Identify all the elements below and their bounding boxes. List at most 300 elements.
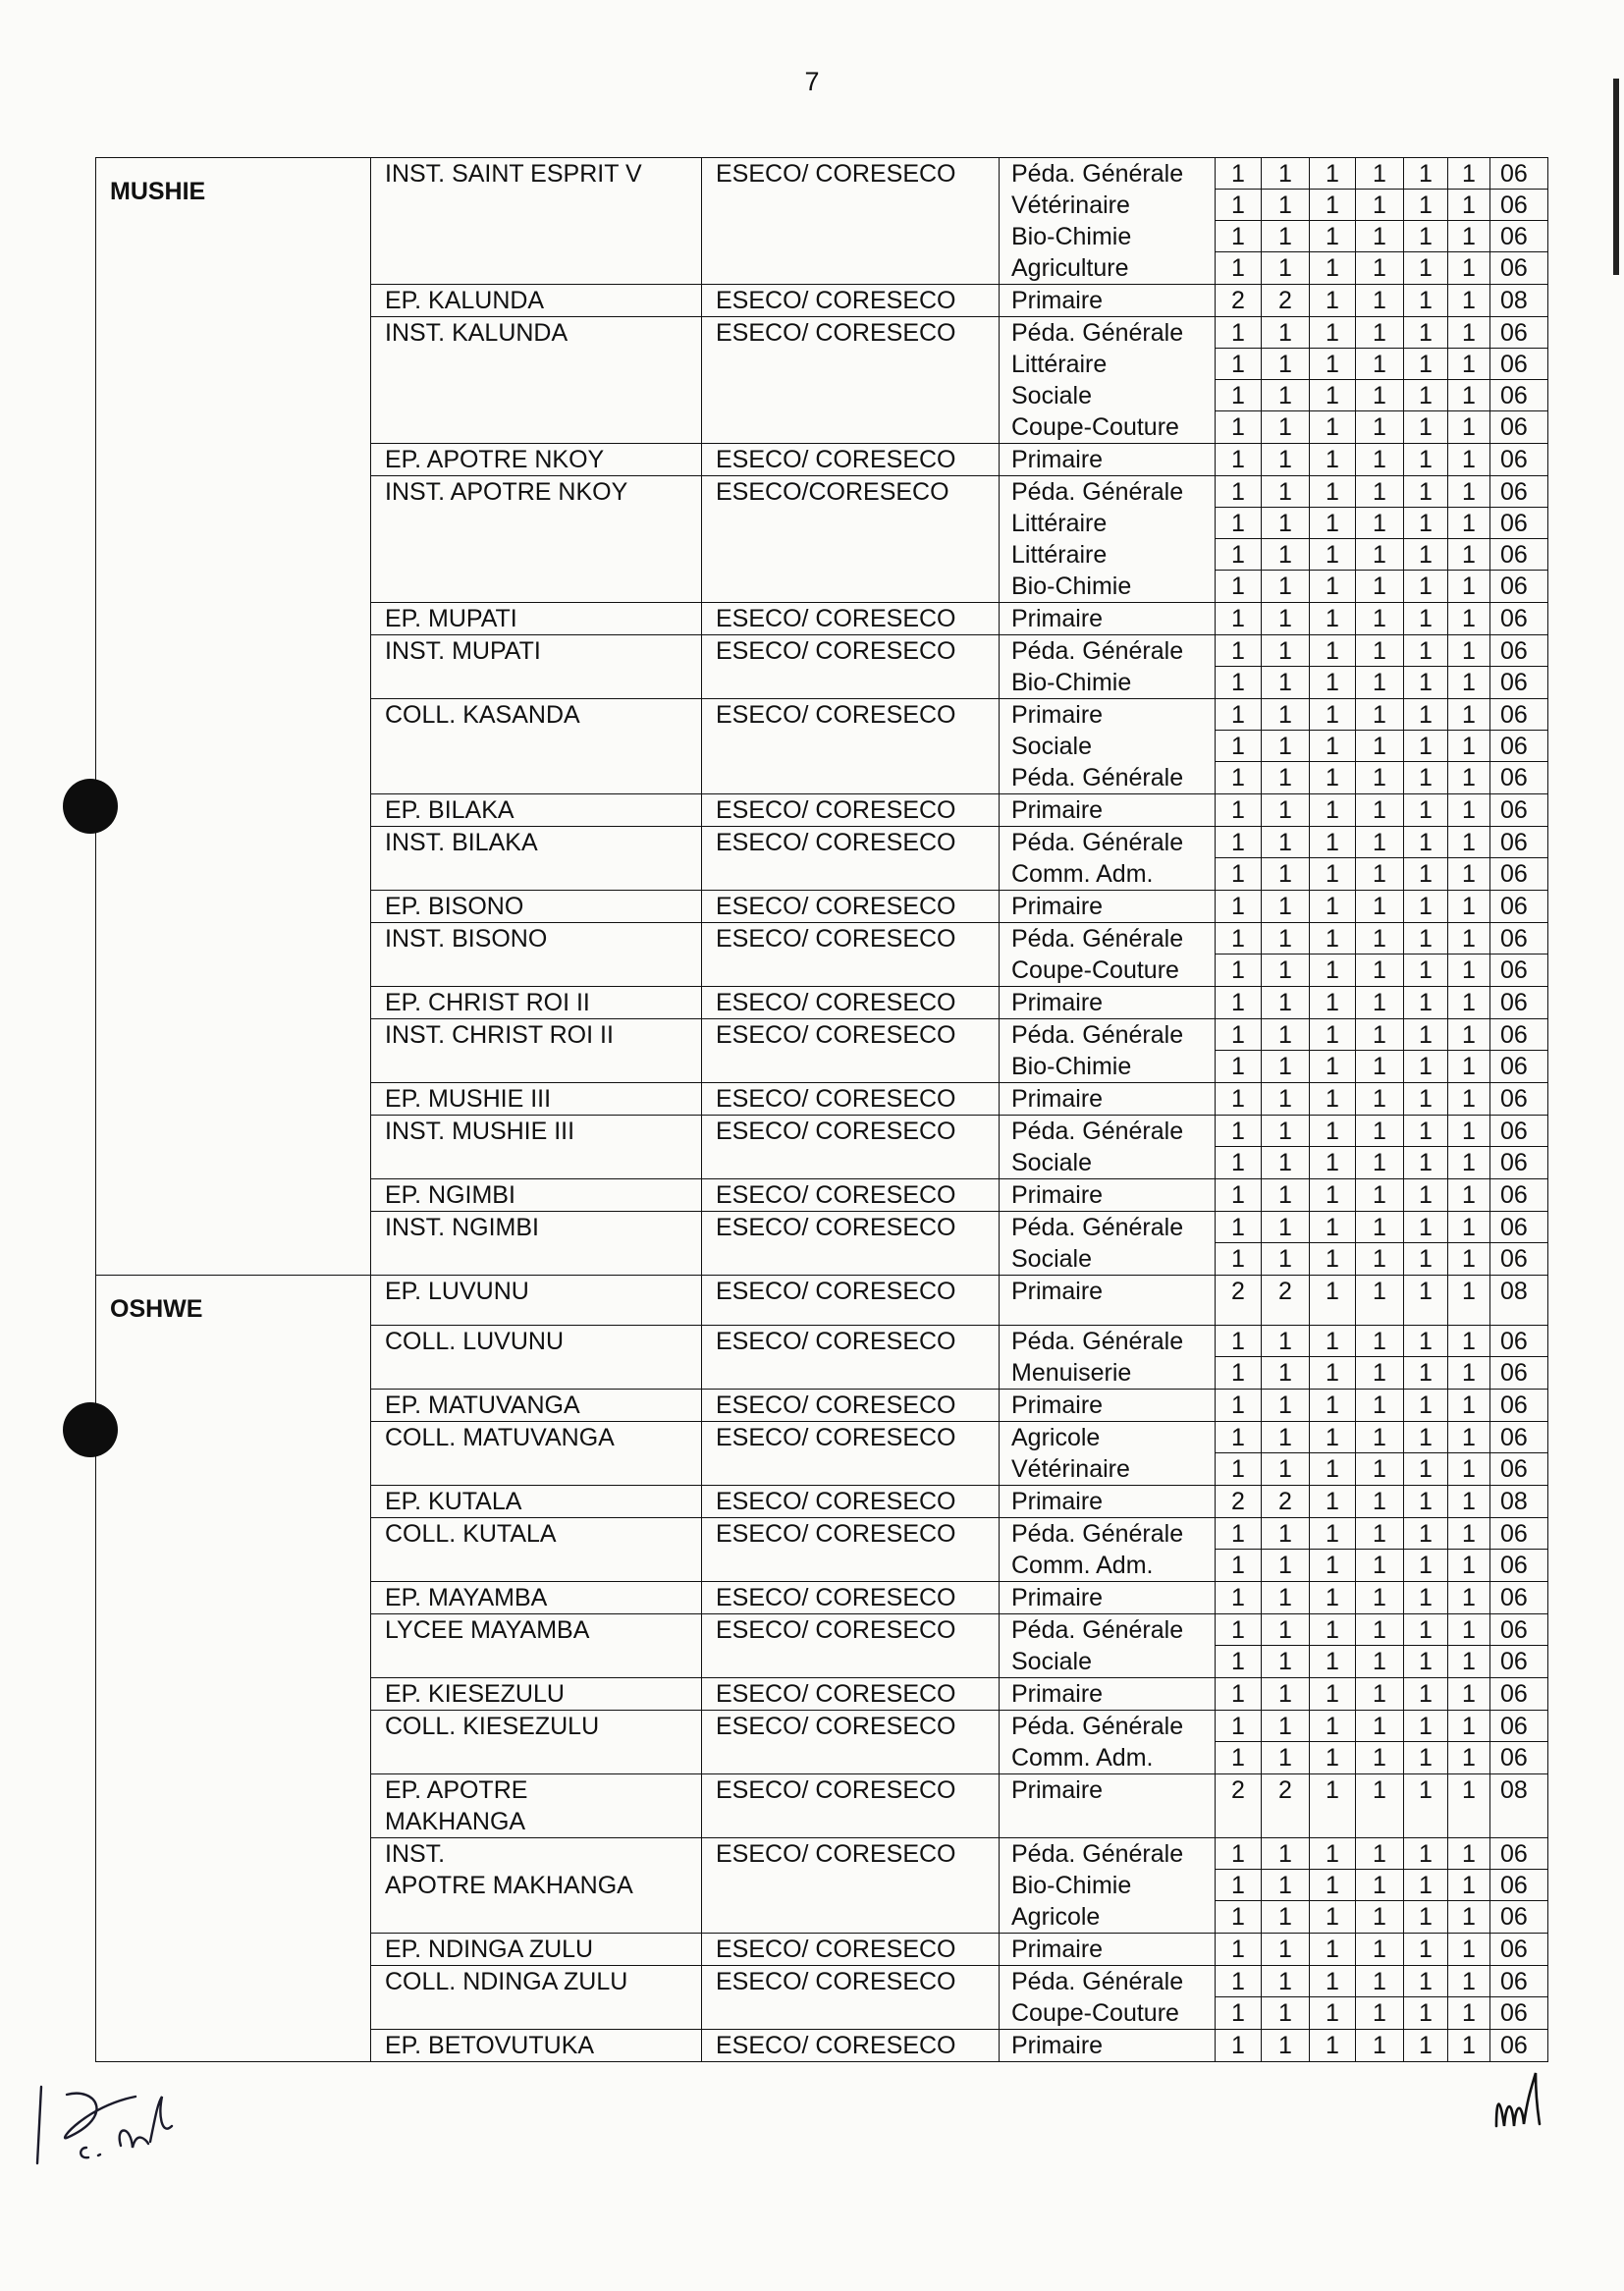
total-value: 06 — [1490, 635, 1547, 667]
total-cell — [1490, 1581, 1548, 1613]
total-cell — [1490, 1421, 1548, 1485]
count-cell — [1262, 444, 1310, 476]
school-type — [702, 158, 1000, 285]
count-value: 1 — [1373, 956, 1386, 984]
count-cell — [1262, 1677, 1310, 1710]
territory-cell — [96, 923, 371, 987]
count-cell — [1262, 1083, 1310, 1116]
count-cell — [1404, 1083, 1448, 1116]
count-value: 1 — [1310, 635, 1355, 667]
territory-cell — [96, 1389, 371, 1421]
count-cell — [1356, 635, 1404, 699]
count-value: 1 — [1373, 1358, 1386, 1387]
count-value: 1 — [1310, 1838, 1355, 1870]
school-name — [371, 1116, 702, 1179]
option-cell — [1000, 1083, 1216, 1116]
count-value: 1 — [1373, 605, 1386, 632]
option-cell — [1000, 1677, 1216, 1710]
count-value: 1 — [1231, 1053, 1245, 1080]
count-value: 1 — [1278, 796, 1292, 824]
territory-cell — [96, 1212, 371, 1276]
total-value: 06 — [1490, 1966, 1547, 1997]
count-value: 1 — [1231, 1358, 1245, 1387]
count-cell — [1310, 2029, 1356, 2061]
count-value: 1 — [1356, 476, 1403, 508]
option-name: Péda. Générale — [1011, 1214, 1184, 1241]
school-type-text: ESECO/ CORESECO — [716, 1021, 956, 1049]
count-cell — [1216, 1773, 1262, 1837]
option-name: Sociale — [1011, 733, 1092, 760]
school-row — [96, 2029, 1548, 2061]
count-value: 1 — [1404, 1116, 1447, 1147]
count-value: 1 — [1216, 508, 1261, 539]
option-name: Primaire — [1011, 796, 1104, 824]
count-value: 1 — [1356, 221, 1403, 252]
option-cell — [1000, 987, 1216, 1019]
option-cell — [1000, 1773, 1216, 1837]
count-cell — [1262, 827, 1310, 891]
count-value: 1 — [1216, 317, 1261, 349]
total-value: 06 — [1500, 1679, 1528, 1708]
count-cell — [1448, 891, 1490, 923]
total-value: 06 — [1490, 1711, 1547, 1742]
count-value: 1 — [1278, 1935, 1292, 1963]
count-value: 2 — [1278, 1775, 1292, 1804]
count-cell — [1448, 1421, 1490, 1485]
count-value: 1 — [1356, 731, 1403, 762]
count-value: 1 — [1231, 893, 1245, 920]
total-value: 08 — [1500, 287, 1528, 314]
count-value: 1 — [1310, 1116, 1355, 1147]
school-type — [702, 1485, 1000, 1517]
count-value: 1 — [1278, 1149, 1292, 1176]
count-value: 1 — [1278, 573, 1292, 600]
count-value: 1 — [1373, 669, 1386, 696]
count-value: 1 — [1373, 860, 1386, 888]
count-cell — [1404, 1325, 1448, 1389]
count-value: 1 — [1326, 1278, 1339, 1305]
total-value: 06 — [1490, 221, 1547, 252]
count-cell — [1448, 1179, 1490, 1212]
count-value: 1 — [1419, 413, 1433, 441]
table-body — [96, 158, 1548, 2062]
count-value: 1 — [1231, 1679, 1245, 1708]
total-value: 06 — [1490, 317, 1547, 349]
school-type — [702, 1421, 1000, 1485]
school-name — [371, 891, 702, 923]
count-cell — [1310, 923, 1356, 987]
total-cell — [1490, 1837, 1548, 1933]
total-value: 06 — [1490, 1212, 1547, 1243]
total-cell — [1490, 987, 1548, 1019]
total-value: 08 — [1500, 1487, 1528, 1515]
count-cell — [1262, 987, 1310, 1019]
signature-right — [1490, 2067, 1559, 2136]
territory-cell — [96, 158, 371, 285]
count-value: 2 — [1278, 287, 1292, 314]
territory-cell — [96, 699, 371, 794]
count-value: 1 — [1448, 699, 1489, 731]
count-value: 1 — [1448, 1711, 1489, 1742]
count-cell — [1216, 1389, 1262, 1421]
count-value: 1 — [1404, 190, 1447, 221]
count-value: 1 — [1326, 764, 1339, 791]
territory-cell — [96, 603, 371, 635]
school-type — [702, 1613, 1000, 1677]
count-value: 1 — [1373, 1935, 1386, 1963]
count-cell — [1216, 2029, 1262, 2061]
school-row — [96, 1116, 1548, 1179]
count-value: 1 — [1231, 1181, 1245, 1209]
count-value: 1 — [1419, 1358, 1433, 1387]
count-value: 1 — [1462, 796, 1476, 824]
count-value: 1 — [1310, 1870, 1355, 1901]
school-name — [371, 1019, 702, 1083]
school-type — [702, 635, 1000, 699]
option-cell — [1000, 699, 1216, 794]
count-cell — [1404, 987, 1448, 1019]
count-cell — [1216, 891, 1262, 923]
count-cell — [1404, 1965, 1448, 2029]
school-type-text: ESECO/ CORESECO — [716, 1487, 956, 1515]
count-value: 1 — [1404, 539, 1447, 571]
count-cell — [1216, 635, 1262, 699]
total-cell — [1490, 1325, 1548, 1389]
count-cell — [1356, 1276, 1404, 1326]
count-value: 2 — [1278, 1487, 1292, 1515]
count-value: 1 — [1262, 699, 1309, 731]
count-cell — [1216, 1581, 1262, 1613]
count-value: 1 — [1356, 508, 1403, 539]
count-cell — [1404, 1421, 1448, 1485]
count-value: 1 — [1278, 1085, 1292, 1113]
count-value: 1 — [1231, 764, 1245, 791]
total-cell — [1490, 1083, 1548, 1116]
school-type-text: ESECO/ CORESECO — [716, 1423, 956, 1451]
option-cell — [1000, 1485, 1216, 1517]
count-value: 1 — [1231, 1583, 1245, 1611]
total-cell — [1490, 603, 1548, 635]
school-type — [702, 1710, 1000, 1773]
count-cell — [1216, 476, 1262, 603]
count-value: 1 — [1262, 1019, 1309, 1051]
count-value: 1 — [1278, 764, 1292, 791]
school-name-line: COLL. KUTALA — [385, 1519, 557, 1548]
total-value: 06 — [1500, 989, 1528, 1016]
school-name — [371, 603, 702, 635]
count-value: 1 — [1419, 796, 1433, 824]
option-name: Menuiserie — [1011, 1358, 1132, 1387]
count-value: 2 — [1231, 287, 1245, 314]
count-value: 1 — [1356, 1116, 1403, 1147]
count-value: 1 — [1448, 827, 1489, 858]
count-value: 1 — [1278, 1583, 1292, 1611]
school-name-line: COLL. NDINGA ZULU — [385, 1967, 628, 1995]
count-cell — [1310, 285, 1356, 317]
school-name-line: APOTRE MAKHANGA — [385, 1871, 633, 1899]
count-cell — [1216, 1421, 1262, 1485]
count-cell — [1404, 2029, 1448, 2061]
school-row — [96, 1276, 1548, 1326]
count-value: 1 — [1373, 764, 1386, 791]
total-value: 06 — [1490, 508, 1547, 539]
count-cell — [1356, 1116, 1404, 1179]
count-cell — [1404, 794, 1448, 827]
total-value: 06 — [1500, 1149, 1528, 1176]
count-value: 1 — [1404, 1870, 1447, 1901]
school-row — [96, 285, 1548, 317]
count-value: 1 — [1373, 1454, 1386, 1483]
count-cell — [1310, 827, 1356, 891]
school-name — [371, 794, 702, 827]
school-name-line: EP. KIESEZULU — [385, 1679, 565, 1708]
school-type-text: ESECO/ CORESECO — [716, 1278, 956, 1305]
school-row — [96, 1677, 1548, 1710]
count-value: 1 — [1231, 1998, 1245, 2027]
count-value: 1 — [1419, 1679, 1433, 1708]
count-cell — [1356, 1710, 1404, 1773]
count-cell — [1216, 1019, 1262, 1083]
count-cell — [1216, 1116, 1262, 1179]
count-cell — [1404, 1773, 1448, 1837]
count-cell — [1216, 1677, 1262, 1710]
school-name — [371, 1581, 702, 1613]
count-cell — [1262, 1773, 1310, 1837]
option-name: Comm. Adm. — [1011, 860, 1154, 888]
count-value: 1 — [1356, 1212, 1403, 1243]
count-value: 1 — [1373, 1391, 1386, 1419]
count-value: 1 — [1326, 1775, 1339, 1804]
count-value: 1 — [1278, 893, 1292, 920]
count-cell — [1310, 1517, 1356, 1581]
count-value: 1 — [1373, 1149, 1386, 1176]
total-value: 08 — [1500, 1278, 1528, 1305]
count-value: 1 — [1216, 827, 1261, 858]
count-cell — [1310, 158, 1356, 285]
count-value: 1 — [1326, 796, 1339, 824]
option-name: Primaire — [1011, 1487, 1104, 1515]
count-value: 1 — [1373, 1278, 1386, 1305]
count-value: 1 — [1462, 413, 1476, 441]
binder-hole — [63, 779, 118, 834]
count-cell — [1262, 1965, 1310, 2029]
total-cell — [1490, 1019, 1548, 1083]
count-value: 1 — [1448, 635, 1489, 667]
count-value: 1 — [1216, 1838, 1261, 1870]
count-value: 1 — [1373, 2031, 1386, 2059]
count-cell — [1448, 923, 1490, 987]
option-name: Agricole — [1011, 1902, 1101, 1931]
count-value: 1 — [1231, 1454, 1245, 1483]
count-value: 1 — [1326, 573, 1339, 600]
count-value: 1 — [1262, 1838, 1309, 1870]
count-value: 1 — [1216, 1422, 1261, 1453]
count-cell — [1216, 1837, 1262, 1933]
count-value: 1 — [1462, 1149, 1476, 1176]
count-value: 1 — [1262, 1116, 1309, 1147]
count-value: 1 — [1326, 1358, 1339, 1387]
school-row — [96, 923, 1548, 987]
school-type — [702, 603, 1000, 635]
count-value: 1 — [1373, 287, 1386, 314]
count-cell — [1404, 1677, 1448, 1710]
count-value: 1 — [1462, 1358, 1476, 1387]
option-cell — [1000, 444, 1216, 476]
option-name: Péda. Générale — [1011, 160, 1184, 188]
count-value: 1 — [1404, 158, 1447, 190]
school-row — [96, 1965, 1548, 2029]
school-type — [702, 1837, 1000, 1933]
school-name-line: EP. MAYAMBA — [385, 1583, 548, 1611]
count-value: 1 — [1419, 860, 1433, 888]
count-cell — [1310, 1837, 1356, 1933]
count-cell — [1356, 1083, 1404, 1116]
count-value: 1 — [1310, 731, 1355, 762]
total-cell — [1490, 444, 1548, 476]
option-name: Coupe-Couture — [1011, 956, 1179, 984]
school-name-line: COLL. KIESEZULU — [385, 1712, 600, 1740]
school-type — [702, 699, 1000, 794]
count-cell — [1310, 1710, 1356, 1773]
count-value: 1 — [1216, 1870, 1261, 1901]
count-value: 1 — [1462, 1998, 1476, 2027]
territory-cell — [96, 476, 371, 603]
school-type — [702, 891, 1000, 923]
option-name: Primaire — [1011, 1583, 1104, 1611]
count-value: 1 — [1419, 764, 1433, 791]
total-cell — [1490, 317, 1548, 444]
count-cell — [1404, 1179, 1448, 1212]
school-name — [371, 158, 702, 285]
count-value: 1 — [1326, 669, 1339, 696]
total-value: 06 — [1500, 605, 1528, 632]
school-type — [702, 317, 1000, 444]
option-cell — [1000, 1019, 1216, 1083]
school-name-line: INST. MUPATI — [385, 637, 541, 665]
count-value: 1 — [1231, 1743, 1245, 1772]
count-value: 1 — [1419, 446, 1433, 473]
school-name-line: EP. KALUNDA — [385, 287, 545, 314]
count-value: 1 — [1310, 190, 1355, 221]
total-cell — [1490, 158, 1548, 285]
count-value: 1 — [1231, 1935, 1245, 1963]
count-value: 1 — [1326, 1679, 1339, 1708]
school-type-text: ESECO/ CORESECO — [716, 605, 956, 632]
territory-cell — [96, 317, 371, 444]
count-value: 1 — [1326, 1085, 1339, 1113]
count-cell — [1216, 285, 1262, 317]
school-name-line: INST. — [385, 1839, 446, 1868]
option-name: Primaire — [1011, 446, 1104, 473]
option-name: Péda. Générale — [1011, 637, 1184, 665]
count-cell — [1448, 1965, 1490, 2029]
count-value: 1 — [1216, 699, 1261, 731]
count-value: 1 — [1231, 669, 1245, 696]
school-name-line: EP. NDINGA ZULU — [385, 1935, 594, 1963]
option-name: Littéraire — [1011, 351, 1108, 378]
count-cell — [1310, 476, 1356, 603]
option-cell — [1000, 158, 1216, 285]
count-cell — [1356, 1677, 1404, 1710]
count-value: 1 — [1216, 539, 1261, 571]
count-value: 1 — [1216, 1116, 1261, 1147]
option-name: Péda. Générale — [1011, 1615, 1184, 1644]
count-cell — [1448, 1773, 1490, 1837]
count-value: 2 — [1278, 1278, 1292, 1305]
count-cell — [1448, 1581, 1490, 1613]
school-type-text: ESECO/ CORESECO — [716, 893, 956, 920]
count-cell — [1404, 1933, 1448, 1965]
option-name: Péda. Générale — [1011, 1839, 1184, 1868]
total-cell — [1490, 794, 1548, 827]
count-value: 1 — [1310, 158, 1355, 190]
count-value: 1 — [1278, 1358, 1292, 1387]
count-value: 1 — [1278, 1245, 1292, 1273]
school-name-line: INST. SAINT ESPRIT V — [385, 160, 642, 188]
total-value: 06 — [1500, 1583, 1528, 1611]
territory-name: MUSHIE — [110, 178, 206, 205]
total-value: 06 — [1490, 1870, 1547, 1901]
count-value: 1 — [1326, 1743, 1339, 1772]
count-value: 1 — [1310, 1966, 1355, 1997]
count-value: 1 — [1326, 413, 1339, 441]
territory-cell — [96, 1581, 371, 1613]
count-value: 1 — [1448, 1966, 1489, 1997]
count-value: 1 — [1326, 1583, 1339, 1611]
count-value: 1 — [1356, 1326, 1403, 1357]
count-cell — [1262, 1421, 1310, 1485]
option-name: Coupe-Couture — [1011, 1998, 1179, 2027]
count-cell — [1356, 923, 1404, 987]
school-type — [702, 1116, 1000, 1179]
count-value: 1 — [1326, 1487, 1339, 1515]
option-cell — [1000, 1421, 1216, 1485]
count-cell — [1262, 1212, 1310, 1276]
school-type — [702, 1581, 1000, 1613]
count-value: 1 — [1326, 287, 1339, 314]
school-name-line: EP. NGIMBI — [385, 1181, 515, 1209]
count-value: 1 — [1310, 349, 1355, 380]
school-name — [371, 1276, 702, 1326]
count-value: 1 — [1262, 380, 1309, 411]
count-cell — [1448, 444, 1490, 476]
territory-cell — [96, 1179, 371, 1212]
count-value: 1 — [1326, 1647, 1339, 1675]
territory-cell — [96, 794, 371, 827]
count-value: 1 — [1462, 1278, 1476, 1305]
option-name: Primaire — [1011, 989, 1104, 1016]
count-value: 1 — [1462, 2031, 1476, 2059]
count-cell — [1310, 1325, 1356, 1389]
school-name — [371, 827, 702, 891]
territory-cell — [96, 1325, 371, 1389]
count-value: 1 — [1419, 1149, 1433, 1176]
count-value: 1 — [1326, 1181, 1339, 1209]
count-cell — [1310, 603, 1356, 635]
count-cell — [1356, 285, 1404, 317]
count-cell — [1262, 476, 1310, 603]
count-cell — [1216, 444, 1262, 476]
count-value: 1 — [1448, 158, 1489, 190]
option-name: Primaire — [1011, 1775, 1104, 1804]
count-cell — [1448, 1276, 1490, 1326]
count-value: 1 — [1448, 317, 1489, 349]
school-type-text: ESECO/ CORESECO — [716, 1327, 956, 1355]
count-value: 1 — [1262, 190, 1309, 221]
count-cell — [1356, 603, 1404, 635]
total-cell — [1490, 827, 1548, 891]
count-value: 1 — [1216, 190, 1261, 221]
